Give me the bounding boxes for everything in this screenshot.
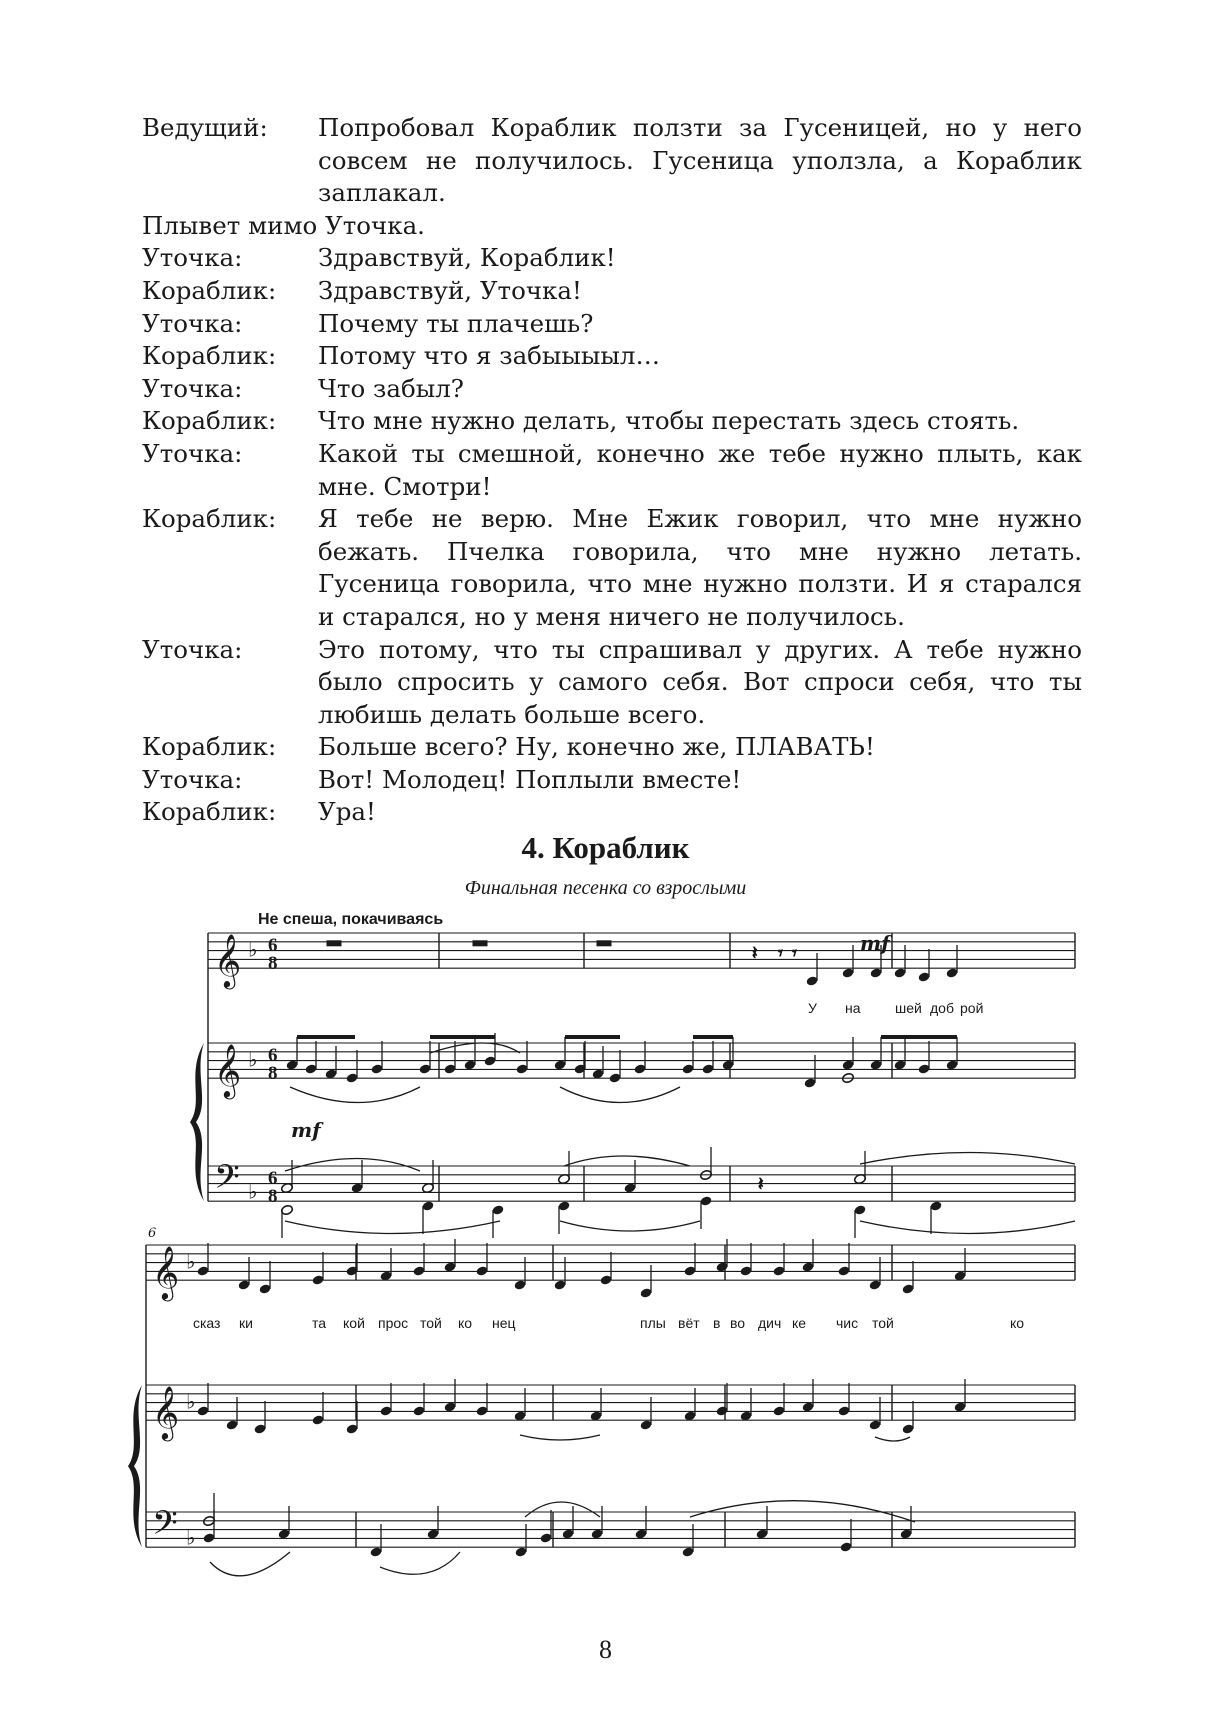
speaker-name: Кораблик: bbox=[142, 406, 277, 436]
flat-key-signature-icon: ♭ bbox=[186, 1525, 196, 1550]
clefs bbox=[152, 933, 257, 1550]
time-signature-bottom: 8 bbox=[268, 1186, 278, 1207]
piano-brace bbox=[190, 1043, 204, 1201]
barlines bbox=[146, 933, 1075, 1550]
staff-lines bbox=[146, 933, 1075, 1550]
lyric-syllable: ки bbox=[239, 1315, 253, 1331]
speech-text: Я тебе не верю. Мне Ежик говорил, что мне нужно бежать. Пчелка говорила, что мне нужно летать. Гусеница говорила, что мне нужно ползти. И я старался и старался, но у меня ничего не получилось. bbox=[318, 504, 1082, 631]
speech-text: Какой ты смешной, конечно же тебе нужно плыть, как мне. Смотри! bbox=[318, 438, 1082, 501]
speech-text: Здравствуй, Уточка! bbox=[318, 275, 582, 305]
lyric-syllable: ко bbox=[1010, 1315, 1025, 1331]
lyric-syllable: во bbox=[730, 1315, 746, 1331]
slur bbox=[690, 1501, 915, 1522]
whole-rest-icon bbox=[597, 941, 611, 946]
lyric-syllable: на bbox=[845, 1000, 861, 1016]
treble-clef-icon: 𝄞 bbox=[214, 1043, 242, 1098]
dialogue-line: Плывет мимо Уточка. bbox=[142, 210, 425, 240]
flat-key-signature-icon: ♭ bbox=[248, 1047, 258, 1072]
speaker-name: Ведущий: bbox=[142, 113, 268, 142]
time-signature-bottom: 8 bbox=[268, 1063, 278, 1084]
slur bbox=[525, 1502, 600, 1517]
measure-number: 6 bbox=[148, 1226, 157, 1241]
treble-clef-icon: 𝄞 bbox=[214, 933, 242, 988]
slur bbox=[860, 1221, 1075, 1234]
speaker-name: Кораблик: bbox=[142, 504, 277, 534]
page-number: 8 bbox=[599, 1635, 612, 1664]
speech-text: Ура! bbox=[318, 797, 376, 827]
speaker-name: Уточка: bbox=[142, 764, 243, 794]
eighth-rest-icon: 𝄾 bbox=[792, 943, 797, 964]
flat-key-signature-icon: ♭ bbox=[248, 1179, 258, 1204]
lyric-syllable: в bbox=[713, 1315, 721, 1331]
time-signature-top: 6 bbox=[268, 1168, 278, 1189]
whole-rest-icon bbox=[473, 941, 487, 946]
speech-text: Это потому, что ты спрашивал у других. А тебе нужно было спросить у самого себя. Вот спроси себя, что ты любишь делать больше всего. bbox=[318, 634, 1082, 729]
speech-text: Попробовал Кораблик ползти за Гусеницей, но у него совсем не получилось. Гусеница уползла, а Кораблик заплакал. bbox=[318, 113, 1082, 208]
slur bbox=[875, 1437, 910, 1441]
time-signature-top: 6 bbox=[268, 935, 278, 956]
lyric-syllable: ко bbox=[458, 1315, 473, 1331]
lyric-syllable: та bbox=[312, 1315, 327, 1331]
flat-key-signature-icon: ♭ bbox=[248, 937, 258, 962]
lyric-syllable: ке bbox=[792, 1315, 807, 1331]
quarter-rest-icon: 𝄽 bbox=[752, 943, 758, 964]
lyric-syllable: шей bbox=[895, 1000, 922, 1016]
slur bbox=[285, 1159, 420, 1172]
slur bbox=[290, 1087, 420, 1103]
song-title: 4. Кораблик bbox=[521, 830, 690, 865]
speaker-name: Кораблик: bbox=[142, 732, 277, 762]
lyric-syllable: нец bbox=[492, 1315, 516, 1331]
lyric-syllable: чис bbox=[836, 1315, 859, 1331]
lyric-syllable: плы bbox=[640, 1315, 666, 1331]
speech-text: Что забыл? bbox=[318, 373, 464, 403]
lyrics-system-1 bbox=[808, 1000, 983, 1016]
speaker-name: Уточка: bbox=[142, 373, 243, 403]
speaker-name: Уточка: bbox=[142, 438, 243, 468]
speaker-name: Кораблик: bbox=[142, 341, 277, 371]
bass-clef-icon: 𝄢 bbox=[152, 1504, 178, 1551]
dynamic-piano: mf bbox=[291, 1118, 321, 1142]
speech-text: Почему ты плачешь? bbox=[318, 308, 594, 338]
dynamic-voice: mf bbox=[860, 931, 890, 955]
slurs bbox=[210, 1043, 1075, 1576]
slur bbox=[380, 1552, 460, 1574]
notes bbox=[197, 941, 967, 1558]
slur bbox=[860, 1153, 1075, 1165]
speaker-name: Уточка: bbox=[142, 308, 243, 338]
whole-rest-icon bbox=[327, 941, 341, 946]
speaker-name: Уточка: bbox=[142, 634, 243, 664]
eighth-rest-icon: 𝄾 bbox=[778, 943, 783, 964]
speaker-name: Уточка: bbox=[142, 243, 243, 273]
slur bbox=[210, 1552, 290, 1576]
piano-brace bbox=[128, 1385, 142, 1547]
lyric-syllable: той bbox=[420, 1315, 442, 1331]
slur bbox=[285, 1221, 500, 1234]
lyric-syllable: вёт bbox=[678, 1315, 700, 1331]
lyric-syllable: сказ bbox=[193, 1315, 221, 1331]
time-signature-bottom: 8 bbox=[268, 953, 278, 974]
lyric-syllable: прос bbox=[378, 1315, 409, 1331]
lyrics-system-2 bbox=[193, 1315, 1024, 1331]
slur bbox=[560, 1087, 680, 1103]
lyric-syllable: У bbox=[808, 1000, 817, 1016]
slur bbox=[560, 1221, 700, 1231]
speech-text: Больше всего? Ну, конечно же, ПЛАВАТЬ! bbox=[318, 732, 875, 762]
speaker-name: Кораблик: bbox=[142, 797, 277, 827]
speech-text: Здравствуй, Кораблик! bbox=[318, 243, 616, 273]
lyric-syllable: рой bbox=[960, 1000, 984, 1016]
song-subtitle: Финальная песенка со взрослыми bbox=[464, 877, 747, 899]
flat-key-signature-icon: ♭ bbox=[186, 1249, 196, 1274]
tempo-marking: Не спеша, покачиваясь bbox=[258, 911, 444, 928]
speech-text: Потому что я забыыыыл… bbox=[318, 341, 660, 371]
slur bbox=[520, 1435, 600, 1440]
speech-text: Вот! Молодец! Поплыли вместе! bbox=[318, 764, 742, 794]
quarter-rest-icon: 𝄽 bbox=[758, 1174, 764, 1195]
lyric-syllable: доб bbox=[930, 1000, 954, 1016]
speaker-name: Кораблик: bbox=[142, 275, 277, 305]
flat-key-signature-icon: ♭ bbox=[186, 1389, 196, 1414]
slur bbox=[564, 1156, 690, 1166]
bass-clef-icon: 𝄢 bbox=[214, 1158, 240, 1205]
lyric-syllable: кой bbox=[343, 1315, 365, 1331]
lyric-syllable: дич bbox=[758, 1315, 782, 1331]
treble-clef-icon: 𝄞 bbox=[152, 1385, 180, 1440]
time-signature-top: 6 bbox=[268, 1045, 278, 1066]
treble-clef-icon: 𝄞 bbox=[152, 1245, 180, 1300]
lyric-syllable: той bbox=[872, 1315, 894, 1331]
speech-text: Что мне нужно делать, чтобы перестать здесь стоять. bbox=[318, 406, 1020, 436]
